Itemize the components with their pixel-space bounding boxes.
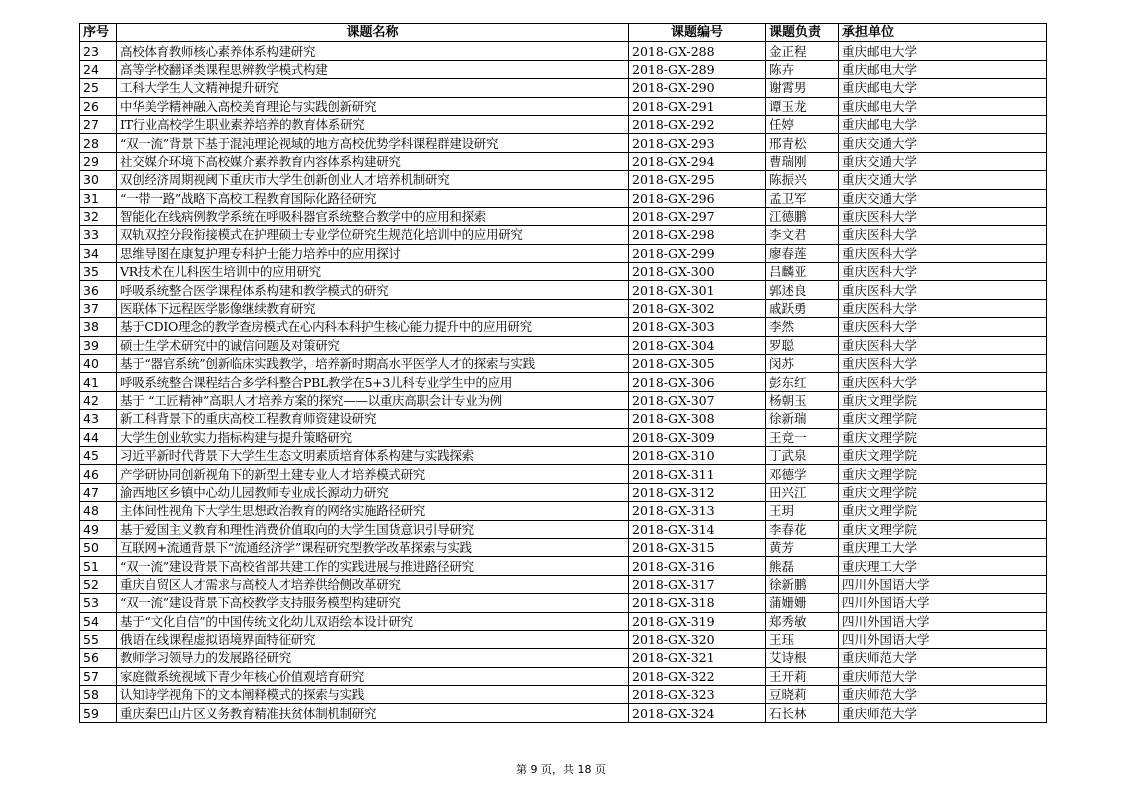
cell-title: 呼吸系统整合医学课程体系构建和教学模式的研究 [117,281,629,299]
cell-code: 2018-GX-307 [629,391,766,409]
cell-code: 2018-GX-289 [629,60,766,78]
cell-title: 医联体下远程医学影像继续教育研究 [117,299,629,317]
cell-leader: 谭玉龙 [766,97,839,115]
cell-leader: 王开莉 [766,667,839,685]
cell-seq: 46 [80,465,117,483]
cell-leader: 熊磊 [766,557,839,575]
cell-unit: 重庆医科大学 [839,207,1047,225]
cell-unit: 重庆交通大学 [839,134,1047,152]
cell-leader: 江德鹏 [766,207,839,225]
cell-code: 2018-GX-295 [629,171,766,189]
cell-leader: 蒲姗姗 [766,594,839,612]
cell-code: 2018-GX-310 [629,446,766,464]
cell-unit: 重庆文理学院 [839,465,1047,483]
cell-unit: 重庆理工大学 [839,538,1047,556]
cell-unit: 重庆师范大学 [839,686,1047,704]
cell-title: VR技术在儿科医生培训中的应用研究 [117,263,629,281]
cell-unit: 重庆邮电大学 [839,115,1047,133]
table-row [80,299,1047,317]
cell-code: 2018-GX-322 [629,667,766,685]
cell-unit: 四川外国语大学 [839,612,1047,630]
table-row [80,244,1047,262]
cell-seq: 53 [80,594,117,612]
cell-title: 中华美学精神融入高校美育理论与实践创新研究 [117,97,629,115]
table-row [80,134,1047,152]
table-row [80,152,1047,170]
cell-code: 2018-GX-319 [629,612,766,630]
cell-leader: 孟卫军 [766,189,839,207]
cell-title: 互联网+流通背景下“流通经济学”课程研究型教学改革探索与实践 [117,538,629,556]
cell-code: 2018-GX-314 [629,520,766,538]
table-row [80,97,1047,115]
cell-leader: 曹瑞刚 [766,152,839,170]
cell-title: 俄语在线课程虚拟语境界面特征研究 [117,630,629,648]
cell-leader: 李春花 [766,520,839,538]
cell-title: “双一流”建设背景下高校教学支持服务模型构建研究 [117,594,629,612]
cell-leader: 王玥 [766,502,839,520]
cell-code: 2018-GX-313 [629,502,766,520]
cell-leader: 黄芳 [766,538,839,556]
cell-seq: 35 [80,263,117,281]
cell-unit: 重庆师范大学 [839,667,1047,685]
cell-leader: 闵苏 [766,355,839,373]
cell-seq: 57 [80,667,117,685]
cell-title: 社交媒介环境下高校媒介素养教育内容体系构建研究 [117,152,629,170]
cell-leader: 杨朝玉 [766,391,839,409]
cell-seq: 55 [80,630,117,648]
cell-unit: 重庆医科大学 [839,263,1047,281]
cell-code: 2018-GX-293 [629,134,766,152]
cell-title: 高校体育教师核心素养体系构建研究 [117,42,629,60]
cell-code: 2018-GX-299 [629,244,766,262]
table-row [80,704,1047,722]
cell-leader: 邓德学 [766,465,839,483]
table-row [80,446,1047,464]
cell-leader: 郭述良 [766,281,839,299]
table-row [80,391,1047,409]
cell-title: “一带一路”战略下高校工程教育国际化路径研究 [117,189,629,207]
cell-code: 2018-GX-290 [629,79,766,97]
cell-code: 2018-GX-298 [629,226,766,244]
cell-leader: 彭东红 [766,373,839,391]
table-row [80,189,1047,207]
cell-seq: 48 [80,502,117,520]
cell-unit: 重庆邮电大学 [839,97,1047,115]
cell-seq: 45 [80,446,117,464]
cell-leader: 谢霄男 [766,79,839,97]
cell-seq: 26 [80,97,117,115]
cell-unit: 重庆医科大学 [839,318,1047,336]
table-row [80,373,1047,391]
cell-seq: 30 [80,171,117,189]
cell-leader: 戚跃勇 [766,299,839,317]
cell-title: 重庆自贸区人才需求与高校人才培养供给侧改革研究 [117,575,629,593]
table-row [80,502,1047,520]
cell-seq: 38 [80,318,117,336]
cell-seq: 41 [80,373,117,391]
cell-seq: 52 [80,575,117,593]
cell-leader: 郑秀敏 [766,612,839,630]
cell-seq: 39 [80,336,117,354]
cell-title: 呼吸系统整合课程结合多学科整合PBL教学在5+3儿科专业学生中的应用 [117,373,629,391]
cell-seq: 31 [80,189,117,207]
cell-seq: 24 [80,60,117,78]
cell-title: 硕士生学术研究中的诚信问题及对策研究 [117,336,629,354]
cell-unit: 重庆交通大学 [839,152,1047,170]
cell-code: 2018-GX-305 [629,355,766,373]
cell-seq: 47 [80,483,117,501]
cell-seq: 58 [80,686,117,704]
table-row [80,612,1047,630]
table-body [80,42,1047,722]
cell-title: 新工科背景下的重庆高校工程教育师资建设研究 [117,410,629,428]
cell-unit: 重庆医科大学 [839,226,1047,244]
project-table [79,23,1047,723]
cell-code: 2018-GX-324 [629,704,766,722]
cell-seq: 34 [80,244,117,262]
cell-leader: 李文君 [766,226,839,244]
cell-leader: 陈卉 [766,60,839,78]
cell-unit: 重庆文理学院 [839,520,1047,538]
header-unit: 承担单位 [839,24,1047,42]
table-row [80,630,1047,648]
cell-title: 基于“器官系统”创新临床实践教学，培养新时期高水平医学人才的探索与实践 [117,355,629,373]
cell-code: 2018-GX-316 [629,557,766,575]
cell-title: 习近平新时代背景下大学生生态文明素质培育体系构建与实践探索 [117,446,629,464]
cell-seq: 43 [80,410,117,428]
table-row [80,42,1047,60]
cell-seq: 49 [80,520,117,538]
cell-leader: 田兴江 [766,483,839,501]
cell-title: 双轨双控分段衔接模式在护理硕士专业学位研究生规范化培训中的应用研究 [117,226,629,244]
cell-title: 主体间性视角下大学生思想政治教育的网络实施路径研究 [117,502,629,520]
cell-code: 2018-GX-288 [629,42,766,60]
table-row [80,520,1047,538]
cell-title: 家庭微系统视域下青少年核心价值观培育研究 [117,667,629,685]
cell-seq: 36 [80,281,117,299]
cell-leader: 艾诗根 [766,649,839,667]
cell-leader: 李然 [766,318,839,336]
cell-leader: 陈振兴 [766,171,839,189]
cell-leader: 豆晓莉 [766,686,839,704]
cell-unit: 重庆医科大学 [839,336,1047,354]
cell-title: 基于爱国主义教育和理性消费价值取向的大学生国货意识引导研究 [117,520,629,538]
cell-title: 工科大学生人文精神提升研究 [117,79,629,97]
cell-leader: 王竞一 [766,428,839,446]
header-seq: 序号 [80,24,117,42]
cell-title: 大学生创业软实力指标构建与提升策略研究 [117,428,629,446]
cell-leader: 徐新鹏 [766,575,839,593]
cell-title: “双一流”背景下基于混沌理论视域的地方高校优势学科课程群建设研究 [117,134,629,152]
cell-code: 2018-GX-309 [629,428,766,446]
cell-leader: 罗聪 [766,336,839,354]
cell-leader: 金正程 [766,42,839,60]
table-row [80,281,1047,299]
cell-seq: 51 [80,557,117,575]
cell-seq: 56 [80,649,117,667]
cell-code: 2018-GX-297 [629,207,766,225]
cell-code: 2018-GX-318 [629,594,766,612]
cell-title: 基于 “工匠精神”高职人才培养方案的探究——以重庆高职会计专业为例 [117,391,629,409]
table-row [80,355,1047,373]
table-row [80,115,1047,133]
cell-seq: 29 [80,152,117,170]
cell-leader: 徐新瑞 [766,410,839,428]
cell-unit: 重庆医科大学 [839,281,1047,299]
cell-unit: 重庆医科大学 [839,299,1047,317]
cell-leader: 石长林 [766,704,839,722]
cell-seq: 50 [80,538,117,556]
table-row [80,60,1047,78]
cell-seq: 37 [80,299,117,317]
table-row [80,686,1047,704]
cell-unit: 重庆文理学院 [839,410,1047,428]
cell-title: IT行业高校学生职业素养培养的教育体系研究 [117,115,629,133]
cell-leader: 邢青松 [766,134,839,152]
table-row [80,226,1047,244]
cell-unit: 重庆医科大学 [839,244,1047,262]
table-row [80,318,1047,336]
cell-leader: 廖春莲 [766,244,839,262]
header-leader: 课题负责 [766,24,839,42]
cell-seq: 32 [80,207,117,225]
cell-leader: 吕麟亚 [766,263,839,281]
cell-seq: 44 [80,428,117,446]
table-row [80,263,1047,281]
cell-unit: 重庆交通大学 [839,171,1047,189]
table-row [80,575,1047,593]
cell-seq: 54 [80,612,117,630]
table-row [80,428,1047,446]
cell-unit: 重庆邮电大学 [839,42,1047,60]
table-row [80,594,1047,612]
cell-code: 2018-GX-302 [629,299,766,317]
table-row [80,557,1047,575]
cell-code: 2018-GX-296 [629,189,766,207]
cell-leader: 任婷 [766,115,839,133]
cell-unit: 重庆理工大学 [839,557,1047,575]
table-row [80,171,1047,189]
table-row [80,667,1047,685]
cell-seq: 23 [80,42,117,60]
cell-title: 双创经济周期视阈下重庆市大学生创新创业人才培养机制研究 [117,171,629,189]
cell-unit: 重庆医科大学 [839,373,1047,391]
cell-title: 高等学校翻译类课程思辨教学模式构建 [117,60,629,78]
cell-code: 2018-GX-315 [629,538,766,556]
cell-unit: 重庆文理学院 [839,391,1047,409]
cell-code: 2018-GX-306 [629,373,766,391]
cell-unit: 重庆师范大学 [839,649,1047,667]
cell-unit: 重庆文理学院 [839,428,1047,446]
cell-code: 2018-GX-323 [629,686,766,704]
table-row [80,465,1047,483]
cell-seq: 25 [80,79,117,97]
cell-leader: 丁武泉 [766,446,839,464]
cell-title: “双一流”建设背景下高校省部共建工作的实践进展与推进路径研究 [117,557,629,575]
cell-unit: 重庆交通大学 [839,189,1047,207]
table-row [80,410,1047,428]
cell-title: 基于“文化自信”的中国传统文化幼儿双语绘本设计研究 [117,612,629,630]
cell-code: 2018-GX-292 [629,115,766,133]
table-row [80,207,1047,225]
cell-unit: 重庆文理学院 [839,446,1047,464]
cell-code: 2018-GX-321 [629,649,766,667]
cell-unit: 重庆邮电大学 [839,79,1047,97]
cell-code: 2018-GX-303 [629,318,766,336]
cell-unit: 重庆医科大学 [839,355,1047,373]
header-title: 课题名称 [117,24,629,42]
cell-unit: 重庆文理学院 [839,483,1047,501]
cell-code: 2018-GX-300 [629,263,766,281]
cell-code: 2018-GX-308 [629,410,766,428]
cell-unit: 重庆邮电大学 [839,60,1047,78]
cell-seq: 40 [80,355,117,373]
table-row [80,483,1047,501]
cell-seq: 59 [80,704,117,722]
cell-unit: 四川外国语大学 [839,575,1047,593]
cell-title: 思维导图在康复护理专科护士能力培养中的应用探讨 [117,244,629,262]
cell-code: 2018-GX-317 [629,575,766,593]
cell-unit: 四川外国语大学 [839,630,1047,648]
header-row [80,24,1047,42]
table-row [80,79,1047,97]
cell-code: 2018-GX-294 [629,152,766,170]
cell-code: 2018-GX-311 [629,465,766,483]
table-row [80,336,1047,354]
cell-title: 基于CDIO理念的教学查房模式在心内科本科护生核心能力提升中的应用研究 [117,318,629,336]
cell-unit: 重庆师范大学 [839,704,1047,722]
cell-seq: 33 [80,226,117,244]
cell-unit: 四川外国语大学 [839,594,1047,612]
cell-title: 渝西地区乡镇中心幼儿园教师专业成长源动力研究 [117,483,629,501]
cell-title: 认知诗学视角下的文本阐释模式的探索与实践 [117,686,629,704]
cell-unit: 重庆文理学院 [839,502,1047,520]
cell-code: 2018-GX-312 [629,483,766,501]
cell-title: 智能化在线病例教学系统在呼吸科器官系统整合教学中的应用和探索 [117,207,629,225]
cell-seq: 28 [80,134,117,152]
cell-seq: 42 [80,391,117,409]
table-row [80,649,1047,667]
cell-title: 产学研协同创新视角下的新型土建专业人才培养模式研究 [117,465,629,483]
cell-seq: 27 [80,115,117,133]
cell-code: 2018-GX-301 [629,281,766,299]
cell-code: 2018-GX-304 [629,336,766,354]
cell-title: 重庆秦巴山片区义务教育精准扶贫体制机制研究 [117,704,629,722]
cell-title: 教师学习领导力的发展路径研究 [117,649,629,667]
cell-leader: 王珏 [766,630,839,648]
cell-code: 2018-GX-291 [629,97,766,115]
cell-code: 2018-GX-320 [629,630,766,648]
header-code: 课题编号 [629,24,766,42]
table-row [80,538,1047,556]
page-footer: 第 9 页，共 18 页 [516,763,606,776]
